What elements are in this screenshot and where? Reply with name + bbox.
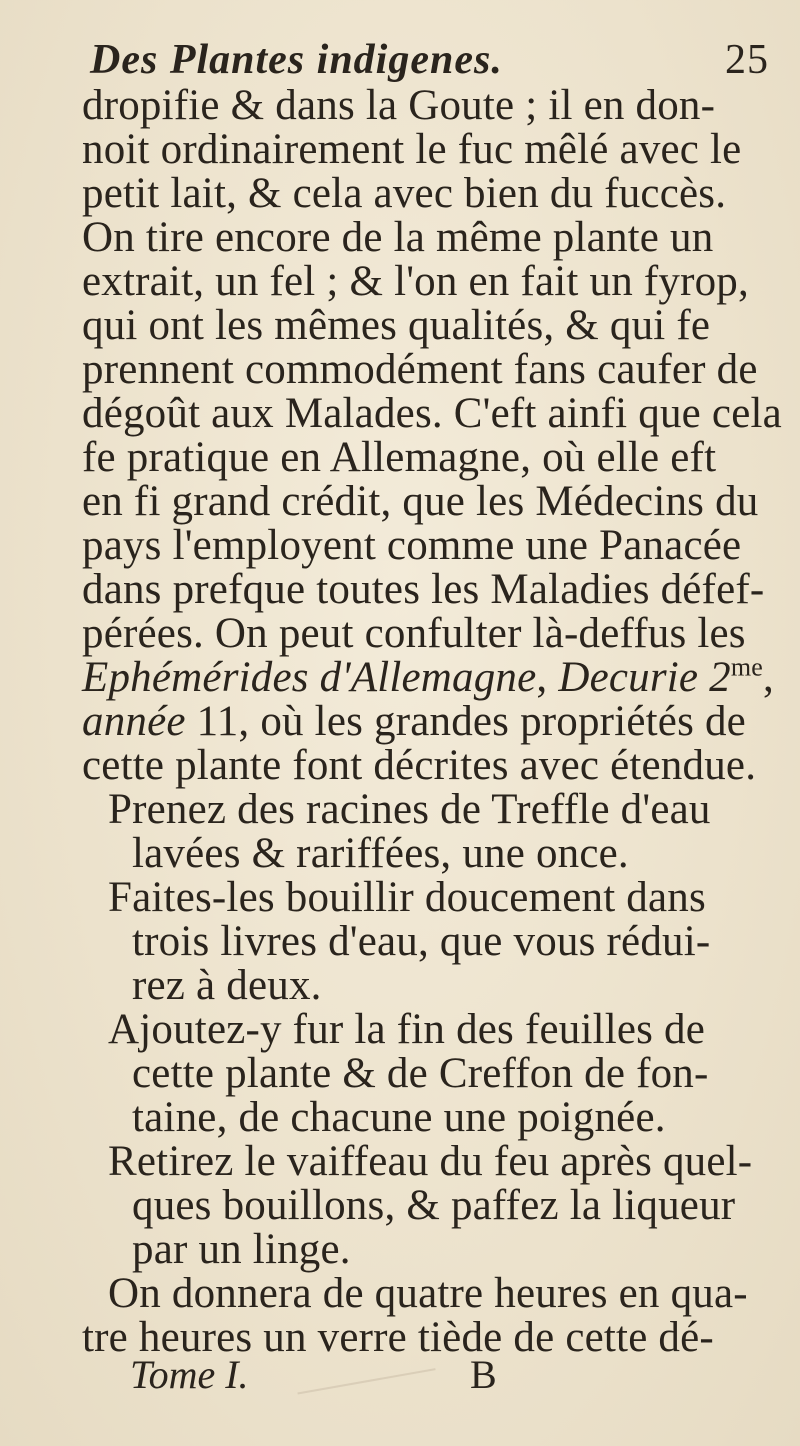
recipe-line: taine, de chacune une poignée. — [132, 1094, 666, 1141]
recipe-line: Ajoutez-y fur la fin des feuilles de — [108, 1006, 706, 1053]
recipe-line: lavées & rariffées, une once. — [132, 830, 629, 877]
volume-label: Tome I. — [130, 1352, 249, 1397]
text-line: dégoût aux Malades. C'eft ainfi que cela — [82, 390, 782, 437]
text-line: cette plante font décrites avec étendue. — [82, 742, 757, 789]
text-line: qui ont les mêmes qualités, & qui fe — [82, 302, 711, 349]
text-fragment: 11, où les grandes propriétés de — [185, 698, 746, 745]
text-fragment: , — [763, 654, 774, 701]
text-line: en fi grand crédit, que les Médecins du — [82, 478, 759, 525]
recipe-line: Prenez des racines de Treffle d'eau — [108, 786, 711, 833]
recipe-line: trois livres d'eau, que vous rédui- — [132, 918, 711, 965]
recipe-line: rez à deux. — [132, 962, 322, 1009]
text-line: pérées. On peut confulter là-deffus les — [82, 610, 746, 657]
text-line: petit lait, & cela avec bien du fuccès. — [82, 170, 727, 217]
recipe-line: ques bouillons, & paffez la liqueur — [132, 1182, 736, 1229]
text-fragment: , — [536, 654, 559, 701]
text-line: noit ordinairement le fuc mêlé avec le — [82, 126, 742, 173]
citation-title: Ephémérides d'Allemagne — [82, 654, 537, 701]
citation-year: année — [82, 698, 186, 745]
recipe-line: Faites-les bouillir doucement dans — [108, 874, 706, 921]
recipe-line: Retirez le vaiffeau du feu après quel- — [108, 1138, 753, 1185]
text-line: extrait, un fel ; & l'on en fait un fyrop, — [82, 258, 749, 305]
text-line: fe pratique en Allemagne, où elle eft — [82, 434, 717, 481]
page-number: 25 — [725, 37, 769, 83]
text-line: pays l'employent comme une Panacée — [82, 522, 742, 569]
citation-decury: Decurie 2 — [558, 654, 731, 701]
text-line: dans prefque toutes les Maladies défef- — [82, 566, 765, 613]
text-line: On donnera de quatre heures en qua- — [108, 1270, 748, 1317]
text-line: dropifie & dans la Goute ; il en don- — [82, 82, 716, 129]
recipe-line: par un linge. — [132, 1226, 351, 1273]
text-line: tre heures un verre tiède de cette dé- — [82, 1314, 714, 1361]
text-line: prennent commodément fans caufer de — [82, 346, 758, 393]
signature-mark: B — [470, 1352, 497, 1397]
superscript: me — [730, 652, 764, 682]
running-title: Des Plantes indigenes. — [90, 37, 503, 83]
recipe-line: cette plante & de Creffon de fon- — [132, 1050, 709, 1097]
text-line: On tire encore de la même plante un — [82, 214, 714, 261]
